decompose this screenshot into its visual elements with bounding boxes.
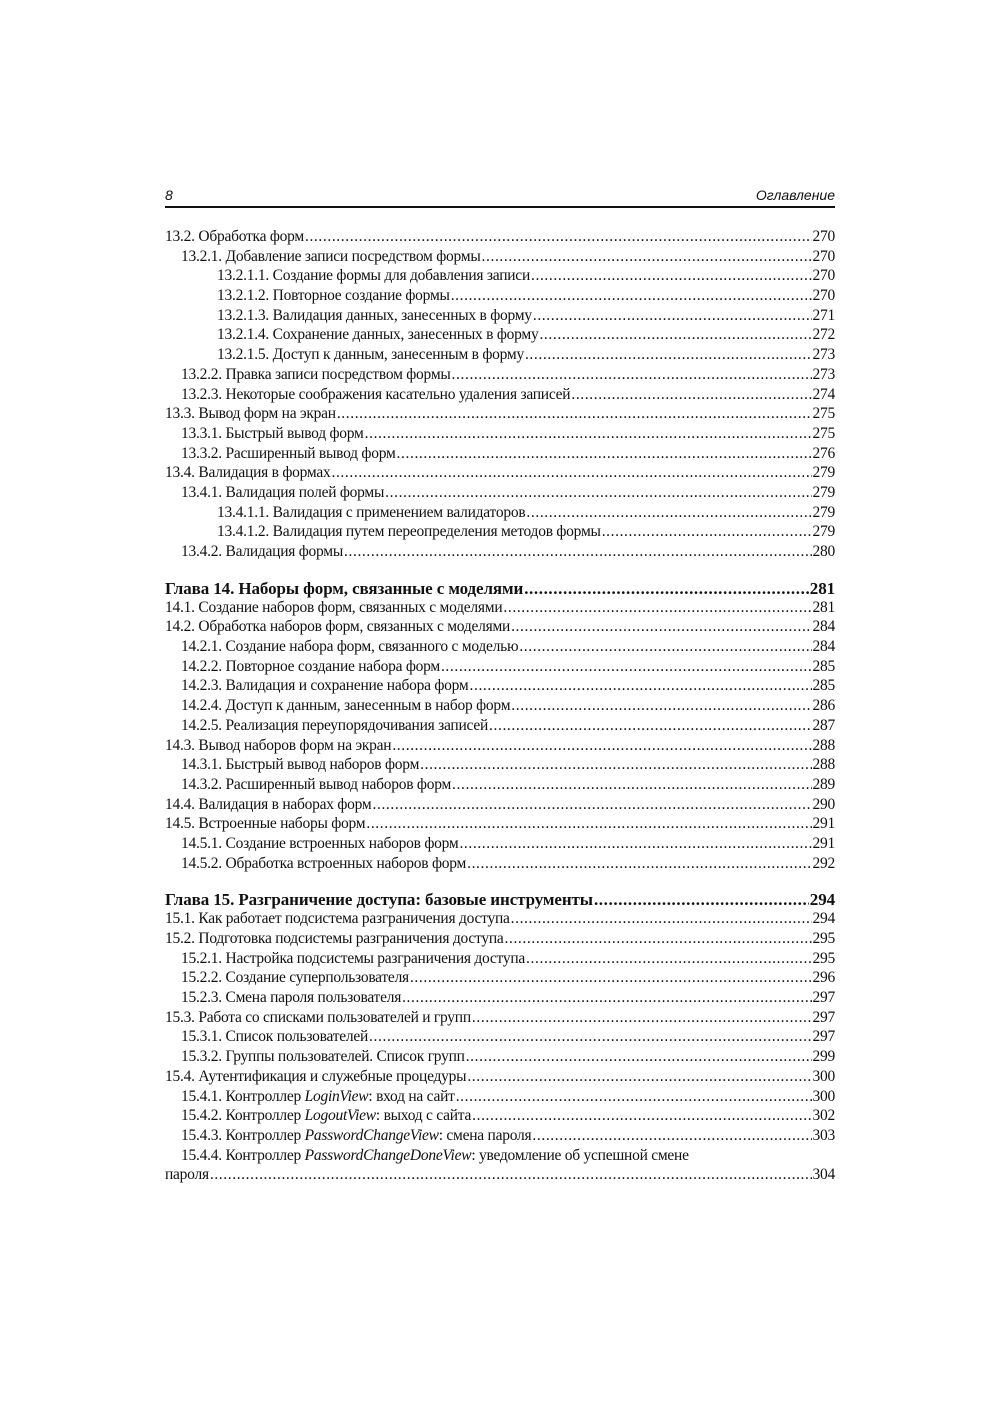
entry-title xyxy=(181,969,409,987)
entry-title-text: 14.5.1. Создание встроенных наборов форм xyxy=(181,834,459,852)
entry-title xyxy=(165,796,372,814)
toc-page-number: 284 xyxy=(812,638,835,656)
toc-page-number: 275 xyxy=(812,424,835,442)
entry-title xyxy=(217,267,530,285)
toc-page-number: 296 xyxy=(812,969,835,987)
entry-title-text: 14.3.2. Расширенный вывод наборов форм xyxy=(181,775,452,793)
dot-leader xyxy=(511,697,811,715)
toc-page-number: 297 xyxy=(812,989,835,1007)
entry-title-text: 13.2. Обработка форм xyxy=(165,228,304,245)
entry-title-text: 13.3.1. Быстрый вывод форм xyxy=(181,424,364,442)
dot-leader xyxy=(369,1028,811,1046)
entry-title xyxy=(181,248,481,266)
toc-page-number: 288 xyxy=(812,756,835,774)
dot-leader xyxy=(482,248,812,266)
entry-title-italic: PasswordChangeView xyxy=(304,1126,439,1144)
dot-leader xyxy=(472,1009,812,1027)
entry-title xyxy=(181,756,419,774)
toc-page-number: 285 xyxy=(812,657,835,675)
entry-title xyxy=(165,228,304,246)
toc-entry[interactable] xyxy=(165,815,835,835)
dot-leader xyxy=(466,1048,812,1066)
dot-leader xyxy=(366,815,811,833)
toc-entry[interactable] xyxy=(165,737,835,757)
entry-title-suffix: : выход с сайта xyxy=(375,1107,472,1125)
dot-leader xyxy=(539,326,811,344)
entry-title xyxy=(165,1009,471,1027)
dot-leader xyxy=(511,618,811,636)
dot-leader xyxy=(526,504,811,522)
entry-title-text: 13.4.2. Валидация формы xyxy=(181,543,344,560)
dot-leader xyxy=(503,599,811,617)
header-rule xyxy=(165,206,835,208)
dot-leader xyxy=(525,346,812,364)
entry-title xyxy=(181,386,570,404)
entry-title-text: 13.2.1.3. Валидация данных, занесенных в форму xyxy=(217,306,532,324)
toc-entry[interactable] xyxy=(165,484,835,504)
entry-title-text: 13.2.1.2. Повторное создание формы xyxy=(217,287,450,305)
running-header xyxy=(165,187,835,207)
dot-leader xyxy=(526,950,811,968)
toc-entry[interactable] xyxy=(165,228,835,248)
toc-page-number: 285 xyxy=(812,677,835,695)
toc-entry[interactable] xyxy=(165,445,835,465)
entry-title xyxy=(165,464,330,482)
chapter-title: Глава 14. Наборы форм, связанные с моделями xyxy=(165,578,524,598)
dot-leader xyxy=(331,464,811,482)
toc-entry[interactable] xyxy=(165,677,835,697)
dot-leader xyxy=(524,579,809,599)
entry-title-text: 13.3.2. Расширенный вывод форм xyxy=(181,444,396,462)
toc-page-number: 279 xyxy=(812,483,835,501)
toc-page-number: 290 xyxy=(812,795,835,813)
toc-page-number: 270 xyxy=(812,287,835,305)
entry-title-text: 15.1. Как работает подсистема разграничения доступа xyxy=(165,910,510,928)
toc-entry[interactable] xyxy=(165,1107,835,1127)
dot-leader xyxy=(451,287,812,305)
entry-title xyxy=(181,445,396,463)
dot-leader xyxy=(452,366,812,384)
dot-leader xyxy=(397,445,812,463)
toc-entry[interactable] xyxy=(165,796,835,816)
dot-leader xyxy=(470,677,812,695)
toc-page-number: 291 xyxy=(812,834,835,852)
entry-title-text: 14.2.4. Доступ к данным, занесенным в набор форм xyxy=(181,697,511,715)
toc-entry[interactable] xyxy=(165,717,835,737)
entry-title-text: 14.5. Встроенные наборы форм xyxy=(165,815,366,833)
entry-title-italic: PasswordChangeDoneView xyxy=(304,1146,472,1164)
entry-title xyxy=(181,1147,689,1165)
entry-title xyxy=(217,346,524,364)
dot-leader xyxy=(602,523,812,541)
toc-page-number: 294 xyxy=(809,890,835,910)
entry-title xyxy=(181,855,466,873)
dot-leader xyxy=(410,969,812,987)
entry-title-text: 14.2.2. Повторное создание набора форм xyxy=(181,657,440,675)
toc-page-number: 299 xyxy=(812,1048,835,1066)
entry-title xyxy=(181,658,440,676)
toc-entry[interactable] xyxy=(165,287,835,307)
toc-page-number: 297 xyxy=(812,1008,835,1026)
toc-page-number: 284 xyxy=(812,618,835,636)
toc-entry[interactable] xyxy=(165,910,835,930)
entry-title xyxy=(181,638,518,656)
toc-page-number: 300 xyxy=(812,1067,835,1085)
toc-page-number: 303 xyxy=(812,1126,835,1144)
dot-leader xyxy=(373,796,812,814)
toc-entry[interactable] xyxy=(165,1028,835,1048)
entry-title xyxy=(181,366,451,384)
entry-title-text: 13.2.2. Правка записи посредством формы xyxy=(181,365,451,383)
entry-title-text: 14.3.1. Быстрый вывод наборов форм xyxy=(181,756,420,774)
toc-page-number: 286 xyxy=(812,697,835,715)
entry-title-text: 13.2.1.1. Создание формы для добавления записи xyxy=(217,267,530,285)
entry-title-text: 13.2.1.5. Доступ к данным, занесенным в форму xyxy=(217,346,524,364)
dot-leader xyxy=(365,425,812,443)
dot-leader xyxy=(420,756,811,774)
toc-entry[interactable] xyxy=(165,346,835,366)
toc-chapter-heading[interactable] xyxy=(165,579,835,599)
entry-title xyxy=(181,776,451,794)
toc-entry[interactable] xyxy=(165,1048,835,1068)
dot-leader xyxy=(519,638,811,656)
chapter-title: Глава 15. Разграничение доступа: базовые инструменты xyxy=(165,890,593,910)
toc-page-number: 292 xyxy=(812,854,835,872)
toc-page-number: 300 xyxy=(812,1087,835,1105)
entry-title-text: 15.2. Подготовка подсистемы разграничения доступа xyxy=(165,930,504,947)
entry-title-italic: LogoutView xyxy=(304,1107,376,1125)
toc-page-number: 279 xyxy=(812,464,835,482)
dot-leader xyxy=(210,1166,812,1184)
toc-entry[interactable] xyxy=(165,1147,835,1167)
entry-title xyxy=(181,484,384,502)
entry-title-text: 14.1. Создание наборов форм, связанных с моделями xyxy=(165,598,503,616)
toc-entry[interactable] xyxy=(165,464,835,484)
entry-title xyxy=(217,287,450,305)
dot-leader xyxy=(571,386,811,404)
toc-page-number: 273 xyxy=(812,346,835,364)
entry-title-text: 13.2.3. Некоторые соображения касательно удаления записей xyxy=(181,385,571,403)
toc-page-number: 279 xyxy=(812,523,835,541)
entry-title-text: 15.4. Аутентификация и служебные процедуры xyxy=(165,1067,467,1085)
toc-entry[interactable] xyxy=(165,950,835,970)
toc-page-number: 281 xyxy=(812,598,835,616)
entry-title xyxy=(165,815,365,833)
toc-entry[interactable] xyxy=(165,386,835,406)
dot-leader xyxy=(385,484,811,502)
toc-page-number: 302 xyxy=(812,1107,835,1125)
dot-leader xyxy=(532,1127,811,1145)
entry-title xyxy=(181,717,488,735)
entry-title-suffix: : уведомление об успешной смене xyxy=(471,1146,689,1164)
toc-entry[interactable] xyxy=(165,1068,835,1088)
toc-page-number: 295 xyxy=(812,949,835,967)
entry-title-text: 15.2.2. Создание суперпользователя xyxy=(181,969,409,987)
toc-entry[interactable] xyxy=(165,658,835,678)
toc-page-number: 276 xyxy=(812,444,835,462)
entry-title xyxy=(165,599,502,617)
entry-title xyxy=(181,543,343,561)
entry-title-text: 13.4. Валидация в формах xyxy=(165,464,331,482)
dot-leader xyxy=(467,1068,811,1086)
toc-chapter-heading[interactable] xyxy=(165,890,835,910)
toc-entry[interactable] xyxy=(165,504,835,524)
dot-leader xyxy=(305,228,812,246)
dot-leader xyxy=(531,267,812,285)
entry-title-text: 15.4.3. Контроллер xyxy=(181,1126,305,1144)
toc-entry[interactable] xyxy=(165,969,835,989)
entry-title-text: 15.3.2. Группы пользователей. Список групп xyxy=(181,1048,465,1066)
dot-leader xyxy=(392,737,811,755)
dot-leader xyxy=(452,776,811,794)
entry-title-text: 15.2.3. Смена пароля пользователя xyxy=(181,989,402,1007)
toc-page-number: 288 xyxy=(812,736,835,754)
entry-title xyxy=(181,1048,465,1066)
toc-entry[interactable] xyxy=(165,1009,835,1029)
toc-entry[interactable] xyxy=(165,543,835,563)
toc-entry[interactable] xyxy=(165,307,835,327)
entry-title-text: 13.2.1. Добавление записи посредством формы xyxy=(181,247,481,265)
toc-entry[interactable] xyxy=(165,267,835,287)
entry-title xyxy=(217,523,601,541)
toc-entry[interactable] xyxy=(165,405,835,425)
toc-page-number: 291 xyxy=(812,815,835,833)
toc-page-number: 273 xyxy=(812,365,835,383)
entry-title-text: 15.3.1. Список пользователей xyxy=(181,1028,369,1046)
entry-title-text: 14.3. Вывод наборов форм на экран xyxy=(165,736,392,754)
entry-title-text: 15.3. Работа со списками пользователей и групп xyxy=(165,1008,471,1026)
toc-page-number: 272 xyxy=(812,326,835,344)
chapter-gap xyxy=(165,874,835,890)
toc-entry[interactable] xyxy=(165,638,835,658)
entry-title xyxy=(165,930,504,948)
entry-title xyxy=(165,910,510,928)
toc-page-number: 270 xyxy=(812,267,835,285)
toc-page-number: 289 xyxy=(812,775,835,793)
entry-title xyxy=(181,677,469,695)
toc-entry[interactable] xyxy=(165,776,835,796)
entry-title-italic: LoginView xyxy=(304,1087,369,1105)
dot-leader xyxy=(489,717,811,735)
toc-entry[interactable] xyxy=(165,756,835,776)
entry-title-text: 14.5.2. Обработка встроенных наборов форм xyxy=(181,854,467,872)
toc-page-number: 294 xyxy=(812,910,835,928)
dot-leader xyxy=(472,1107,811,1125)
toc-entry[interactable] xyxy=(165,599,835,619)
entry-title xyxy=(165,405,336,423)
dot-leader xyxy=(337,405,812,423)
dot-leader xyxy=(511,910,812,928)
toc-entry[interactable] xyxy=(165,618,835,638)
toc-page-number: 270 xyxy=(812,228,835,245)
toc-page-number: 270 xyxy=(812,247,835,265)
page-number: 8 xyxy=(165,187,173,203)
entry-title xyxy=(181,950,525,968)
toc-page-number: 271 xyxy=(812,306,835,324)
entry-title-text: 13.4.1. Валидация полей формы xyxy=(181,483,385,501)
entry-title-continuation: пароля xyxy=(165,1166,209,1184)
toc-page-number: 287 xyxy=(812,716,835,734)
dot-leader xyxy=(533,307,812,325)
dot-leader xyxy=(402,989,811,1007)
entry-title xyxy=(181,1127,531,1145)
toc-page-number: 297 xyxy=(812,1028,835,1046)
toc-entry[interactable] xyxy=(165,835,835,855)
entry-title-text: 14.2. Обработка наборов форм, связанных с моделями xyxy=(165,618,511,636)
entry-title-text: 13.4.1.1. Валидация с применением валидаторов xyxy=(217,503,526,521)
dot-leader xyxy=(459,835,811,853)
toc-page-number: 279 xyxy=(812,503,835,521)
entry-title-suffix: : вход на сайт xyxy=(368,1087,455,1105)
entry-title xyxy=(181,697,510,715)
toc-entry[interactable] xyxy=(165,930,835,950)
toc-page-number: 274 xyxy=(812,385,835,403)
entry-title-text: 15.4.4. Контроллер xyxy=(181,1146,305,1164)
toc-entry[interactable] xyxy=(165,855,835,875)
entry-title-text: 14.2.5. Реализация переупорядочивания записей xyxy=(181,716,489,734)
toc-page-number: 281 xyxy=(809,578,835,598)
toc-entry[interactable] xyxy=(165,326,835,346)
entry-title xyxy=(181,1088,455,1106)
toc-entry[interactable] xyxy=(165,1088,835,1108)
entry-title xyxy=(165,737,391,755)
entry-title xyxy=(181,425,364,443)
entry-title-text: 14.2.1. Создание набора форм, связанного с моделью xyxy=(181,638,519,656)
table-of-contents xyxy=(165,228,835,1186)
entry-title xyxy=(217,326,538,344)
entry-title-text: 15.4.1. Контроллер xyxy=(181,1087,305,1105)
entry-title xyxy=(217,504,525,522)
entry-title xyxy=(165,1068,466,1086)
toc-entry[interactable] xyxy=(165,425,835,445)
entry-title-text: 13.3. Вывод форм на экран xyxy=(165,405,336,423)
toc-entry[interactable] xyxy=(165,366,835,386)
toc-entry-continuation[interactable] xyxy=(165,1166,835,1186)
toc-entry[interactable] xyxy=(165,697,835,717)
entry-title-suffix: : смена пароля xyxy=(438,1126,532,1144)
toc-entry[interactable] xyxy=(165,248,835,268)
dot-leader xyxy=(505,930,812,948)
dot-leader xyxy=(456,1088,812,1106)
dot-leader xyxy=(441,658,812,676)
entry-title xyxy=(181,835,458,853)
entry-title-text: 14.2.3. Валидация и сохранение набора форм xyxy=(181,677,469,695)
toc-page-number: 295 xyxy=(812,930,835,947)
entry-title xyxy=(181,1107,471,1125)
toc-page-number: 275 xyxy=(812,405,835,423)
entry-title xyxy=(217,307,532,325)
entry-title-text: 13.2.1.4. Сохранение данных, занесенных в форму xyxy=(217,326,539,344)
entry-title xyxy=(165,618,510,636)
entry-title-text: 13.4.1.2. Валидация путем переопределения методов формы xyxy=(217,523,601,541)
entry-title-text: 15.4.2. Контроллер xyxy=(181,1107,305,1125)
dot-leader xyxy=(594,890,809,910)
dot-leader xyxy=(467,855,811,873)
toc-entry[interactable] xyxy=(165,1127,835,1147)
running-title: Оглавление xyxy=(755,187,835,203)
toc-page-number: 280 xyxy=(812,543,835,560)
entry-title xyxy=(181,989,401,1007)
toc-page-number: 304 xyxy=(812,1166,835,1184)
entry-title-text: 14.4. Валидация в наборах форм xyxy=(165,795,372,813)
entry-title xyxy=(181,1028,368,1046)
chapter-gap xyxy=(165,563,835,579)
dot-leader xyxy=(344,543,811,561)
toc-entry[interactable] xyxy=(165,989,835,1009)
entry-title-text: 15.2.1. Настройка подсистемы разграничения доступа xyxy=(181,949,526,967)
toc-entry[interactable] xyxy=(165,523,835,543)
